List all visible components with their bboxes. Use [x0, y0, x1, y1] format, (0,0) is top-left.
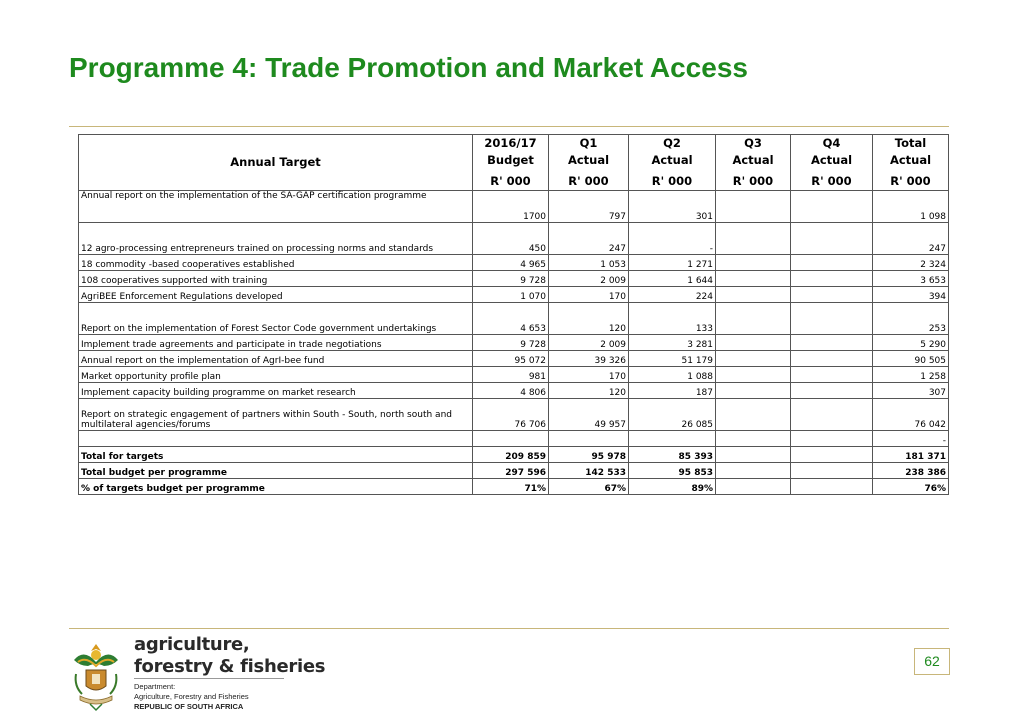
cell-q4: [791, 367, 873, 383]
row-label: Report on strategic engagement of partners within South - South, north south and multilateral agencies/forums: [79, 399, 473, 431]
table-row: [79, 255, 949, 271]
cell-q2: [629, 431, 716, 447]
row-label: 18 commodity -based cooperatives established: [79, 255, 473, 271]
table-row: [79, 191, 949, 223]
cell-budget: 4 965: [473, 255, 549, 271]
cell-total: 2 324: [873, 255, 949, 271]
cell-q1: 142 533: [549, 463, 629, 479]
cell-q2: 1 088: [629, 367, 716, 383]
table-row: [79, 431, 949, 447]
cell-q4: [791, 255, 873, 271]
cell-budget: 95 072: [473, 351, 549, 367]
cell-q4: [791, 271, 873, 287]
header-budget: 2016/17 Budget R' 000: [473, 135, 549, 191]
cell-total: 394: [873, 287, 949, 303]
cell-q1: 1 053: [549, 255, 629, 271]
cell-q4: [791, 463, 873, 479]
table-totals: [79, 447, 949, 495]
row-label: % of targets budget per programme: [79, 479, 473, 495]
cell-q1: 797: [549, 191, 629, 223]
department-info: Department: Agriculture, Forestry and Fisheries REPUBLIC OF SOUTH AFRICA: [134, 682, 249, 711]
cell-q1: 67%: [549, 479, 629, 495]
cell-q2: 133: [629, 303, 716, 335]
cell-total: 5 290: [873, 335, 949, 351]
cell-q2: 224: [629, 287, 716, 303]
row-label: [79, 431, 473, 447]
cell-q1: 49 957: [549, 399, 629, 431]
cell-q3: [716, 335, 791, 351]
cell-q3: [716, 431, 791, 447]
cell-q4: [791, 303, 873, 335]
cell-q3: [716, 367, 791, 383]
cell-total: 247: [873, 223, 949, 255]
cell-q3: [716, 399, 791, 431]
cell-q3: [716, 191, 791, 223]
cell-q1: 2 009: [549, 335, 629, 351]
cell-budget: 209 859: [473, 447, 549, 463]
budget-table: [78, 134, 949, 495]
cell-total: 76%: [873, 479, 949, 495]
brand-name: agriculture, forestry & fisheries: [134, 634, 326, 677]
cell-q2: -: [629, 223, 716, 255]
table-row: [79, 303, 949, 335]
cell-q1: 120: [549, 383, 629, 399]
cell-total: 76 042: [873, 399, 949, 431]
cell-q4: [791, 399, 873, 431]
cell-q4: [791, 431, 873, 447]
cell-budget: 9 728: [473, 271, 549, 287]
cell-q2: 51 179: [629, 351, 716, 367]
row-label: Market opportunity profile plan: [79, 367, 473, 383]
table-row: [79, 367, 949, 383]
cell-q2: 301: [629, 191, 716, 223]
cell-q4: [791, 479, 873, 495]
cell-budget: 76 706: [473, 399, 549, 431]
row-label: 108 cooperatives supported with training: [79, 271, 473, 287]
coat-of-arms-icon: [68, 640, 124, 712]
cell-budget: 1700: [473, 191, 549, 223]
cell-q3: [716, 383, 791, 399]
row-label: Total budget per programme: [79, 463, 473, 479]
cell-budget: 1 070: [473, 287, 549, 303]
cell-q4: [791, 447, 873, 463]
total-row: [79, 447, 949, 463]
cell-q2: 89%: [629, 479, 716, 495]
header-q4: Q4 Actual R' 000: [791, 135, 873, 191]
table-row: [79, 351, 949, 367]
header-q1: Q1 Actual R' 000: [549, 135, 629, 191]
cell-q2: 26 085: [629, 399, 716, 431]
cell-q2: 187: [629, 383, 716, 399]
cell-q3: [716, 447, 791, 463]
cell-q4: [791, 287, 873, 303]
cell-q4: [791, 191, 873, 223]
cell-q2: 3 281: [629, 335, 716, 351]
cell-q1: 170: [549, 287, 629, 303]
total-row: [79, 463, 949, 479]
cell-q3: [716, 479, 791, 495]
cell-budget: 4 806: [473, 383, 549, 399]
table-body: [79, 191, 949, 447]
row-label: 12 agro-processing entrepreneurs trained on processing norms and standards: [79, 223, 473, 255]
bottom-divider: [69, 628, 949, 629]
cell-q3: [716, 303, 791, 335]
cell-q3: [716, 287, 791, 303]
row-label: Annual report on the implementation of AgrI-bee fund: [79, 351, 473, 367]
cell-q2: 1 644: [629, 271, 716, 287]
cell-q1: [549, 431, 629, 447]
table-row: [79, 383, 949, 399]
cell-q4: [791, 351, 873, 367]
row-label: Implement trade agreements and participate in trade negotiations: [79, 335, 473, 351]
header-annual-target: Annual Target: [79, 135, 473, 191]
cell-total: -: [873, 431, 949, 447]
cell-total: 253: [873, 303, 949, 335]
cell-budget: 71%: [473, 479, 549, 495]
table-row: [79, 399, 949, 431]
page-number: 62: [914, 648, 950, 675]
cell-q3: [716, 271, 791, 287]
cell-q1: 39 326: [549, 351, 629, 367]
row-label: Report on the implementation of Forest Sector Code government undertakings: [79, 303, 473, 335]
cell-total: 1 098: [873, 191, 949, 223]
cell-q1: 170: [549, 367, 629, 383]
cell-budget: 450: [473, 223, 549, 255]
cell-q4: [791, 223, 873, 255]
table-row: [79, 271, 949, 287]
cell-budget: 297 596: [473, 463, 549, 479]
cell-q4: [791, 383, 873, 399]
cell-q2: 1 271: [629, 255, 716, 271]
cell-total: 181 371: [873, 447, 949, 463]
cell-total: 3 653: [873, 271, 949, 287]
table-row: [79, 223, 949, 255]
cell-q1: 2 009: [549, 271, 629, 287]
table-row: [79, 335, 949, 351]
row-label: Implement capacity building programme on market research: [79, 383, 473, 399]
cell-q2: 95 853: [629, 463, 716, 479]
top-divider: [69, 126, 949, 127]
page-title: Programme 4: Trade Promotion and Market Access: [69, 52, 748, 83]
row-label: Total for targets: [79, 447, 473, 463]
table-row: [79, 287, 949, 303]
cell-total: 90 505: [873, 351, 949, 367]
cell-q2: 85 393: [629, 447, 716, 463]
cell-q1: 247: [549, 223, 629, 255]
header-q2: Q2 Actual R' 000: [629, 135, 716, 191]
total-row: [79, 479, 949, 495]
table-header-row: [79, 135, 949, 191]
row-label: Annual report on the implementation of the SA-GAP certification programme: [79, 191, 473, 223]
cell-budget: [473, 431, 549, 447]
header-total: Total Actual R' 000: [873, 135, 949, 191]
cell-q1: 95 978: [549, 447, 629, 463]
cell-budget: 981: [473, 367, 549, 383]
cell-q3: [716, 463, 791, 479]
cell-q3: [716, 223, 791, 255]
cell-budget: 4 653: [473, 303, 549, 335]
cell-q3: [716, 255, 791, 271]
cell-total: 238 386: [873, 463, 949, 479]
cell-budget: 9 728: [473, 335, 549, 351]
header-q3: Q3 Actual R' 000: [716, 135, 791, 191]
cell-q4: [791, 335, 873, 351]
row-label: AgriBEE Enforcement Regulations developed: [79, 287, 473, 303]
brand-divider: [134, 678, 284, 679]
cell-total: 307: [873, 383, 949, 399]
cell-q1: 120: [549, 303, 629, 335]
cell-q3: [716, 351, 791, 367]
cell-total: 1 258: [873, 367, 949, 383]
